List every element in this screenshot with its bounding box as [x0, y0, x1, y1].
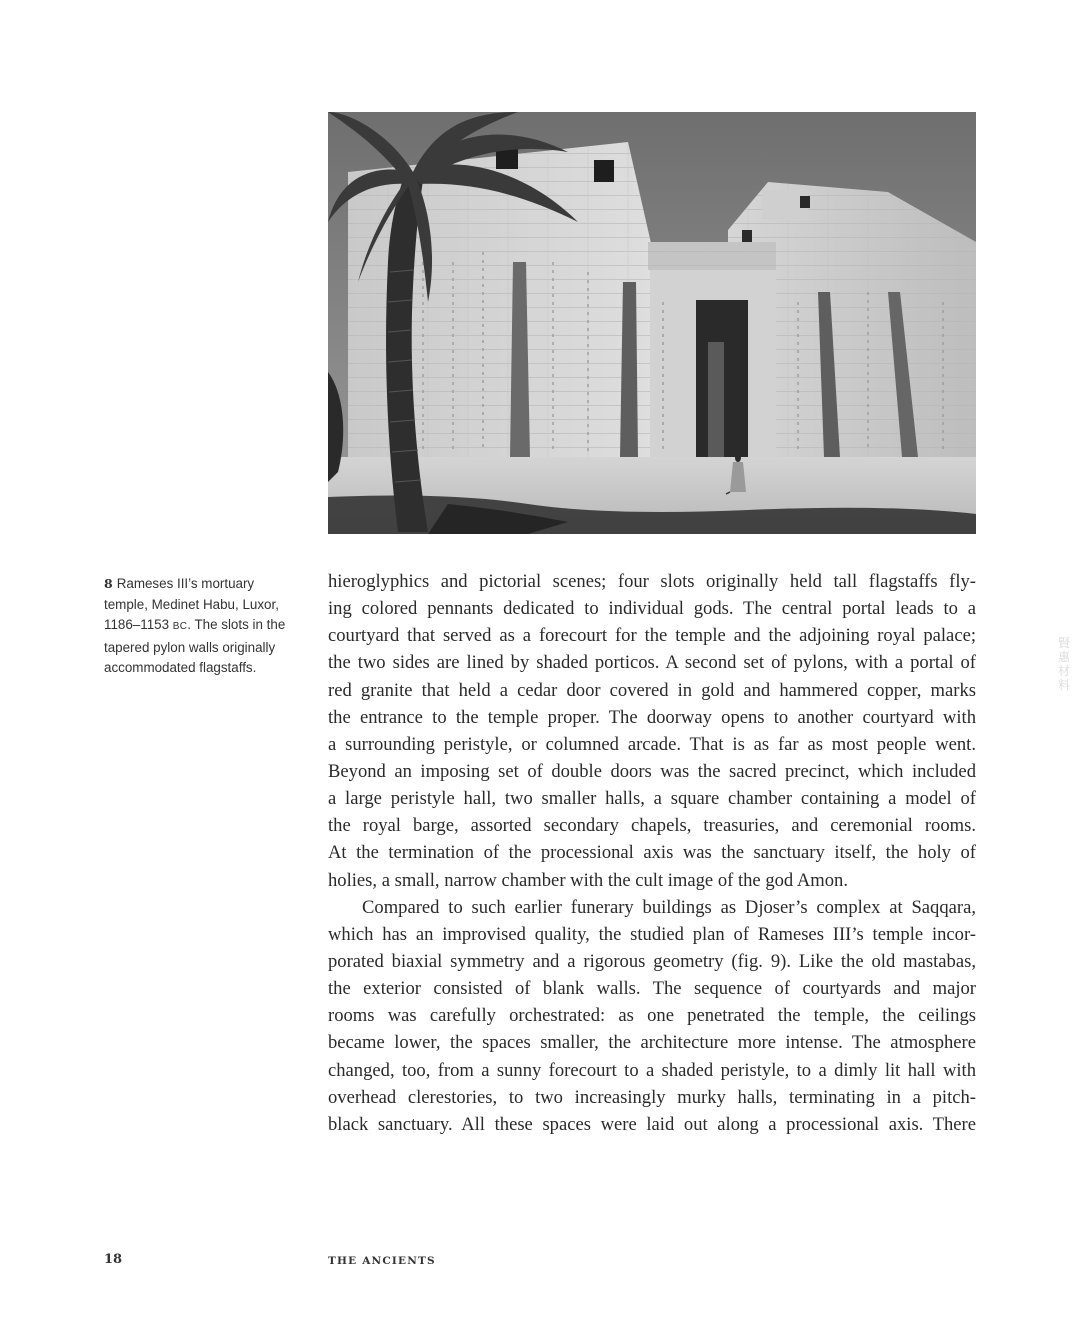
text-line: overhead clerestories, to two increasingly murky halls, terminating in a pitch-	[328, 1086, 976, 1108]
text-line: At the termination of the processional axis was the sanctuary itself, the holy of	[328, 842, 976, 864]
caption-era: BC	[172, 621, 188, 633]
text-line: became lower, the spaces smaller, the architecture more intense. The atmosphere	[328, 1032, 976, 1054]
text-line: porated biaxial symmetry and a rigorous geometry (fig. 9). Like the old mastabas,	[328, 950, 976, 972]
text-line: courtyard that served as a forecourt for the temple and the adjoining royal palace;	[328, 625, 976, 647]
text-line: black sanctuary. All these spaces were laid out along a processional axis. There	[328, 1113, 976, 1135]
figure-caption	[104, 574, 300, 679]
running-head: THE ANCIENTS	[328, 1255, 436, 1267]
text-line: the entrance to the temple proper. The doorway opens to another courtyard with	[328, 706, 976, 728]
body-text	[328, 568, 976, 1138]
text-line: Beyond an imposing set of double doors was the sacred precinct, which included	[328, 760, 976, 782]
text-line: Compared to such earlier funerary buildings as Djoser’s complex at Saqqara,	[362, 896, 976, 918]
text-line: a surrounding peristyle, or columned arcade. That is as far as most people went.	[328, 733, 976, 755]
text-line: hieroglyphics and pictorial scenes; four slots originally held tall flagstaffs fly-	[328, 571, 976, 592]
paragraph-1	[328, 568, 976, 894]
paragraph-2	[328, 894, 976, 1138]
watermark: 賢惠材料	[1058, 636, 1071, 692]
text-line: red granite that held a cedar door covered in gold and hammered copper, marks	[328, 679, 976, 701]
caption-text-a: Rameses III’s mortuary temple, Medinet Habu, Luxor, 1186–1153	[104, 576, 279, 633]
text-line: holies, a small, narrow chamber with the cult image of the god Amon.	[328, 869, 848, 891]
text-line: rooms was carefully orchestrated: as one penetrated the temple, the ceilings	[328, 1005, 976, 1027]
temple-photo-icon	[328, 112, 976, 534]
text-line: changed, too, from a sunny forecourt to a shaded peristyle, to a dimly lit hall with	[328, 1059, 976, 1081]
page-number: 18	[104, 1252, 123, 1267]
text-line: the two sides are lined by shaded porticos. A second set of pylons, with a portal of	[328, 652, 976, 674]
text-line: a large peristyle hall, two smaller halls, a square chamber containing a model of	[328, 788, 976, 810]
caption-text-b: . The slots in the tapered pylon walls originally accommodated flagstaffs.	[104, 617, 286, 676]
text-line: ing colored pennants dedicated to individual gods. The central portal leads to a	[328, 598, 976, 620]
text-line: the exterior consisted of blank walls. The sequence of courtyards and major	[328, 978, 976, 1000]
text-line: the royal barge, assorted secondary chapels, treasuries, and ceremonial rooms.	[328, 815, 976, 837]
text-line: which has an improvised quality, the studied plan of Rameses III’s temple incor-	[328, 923, 976, 945]
temple-photograph	[328, 112, 976, 534]
figure-number: 8	[104, 576, 113, 591]
